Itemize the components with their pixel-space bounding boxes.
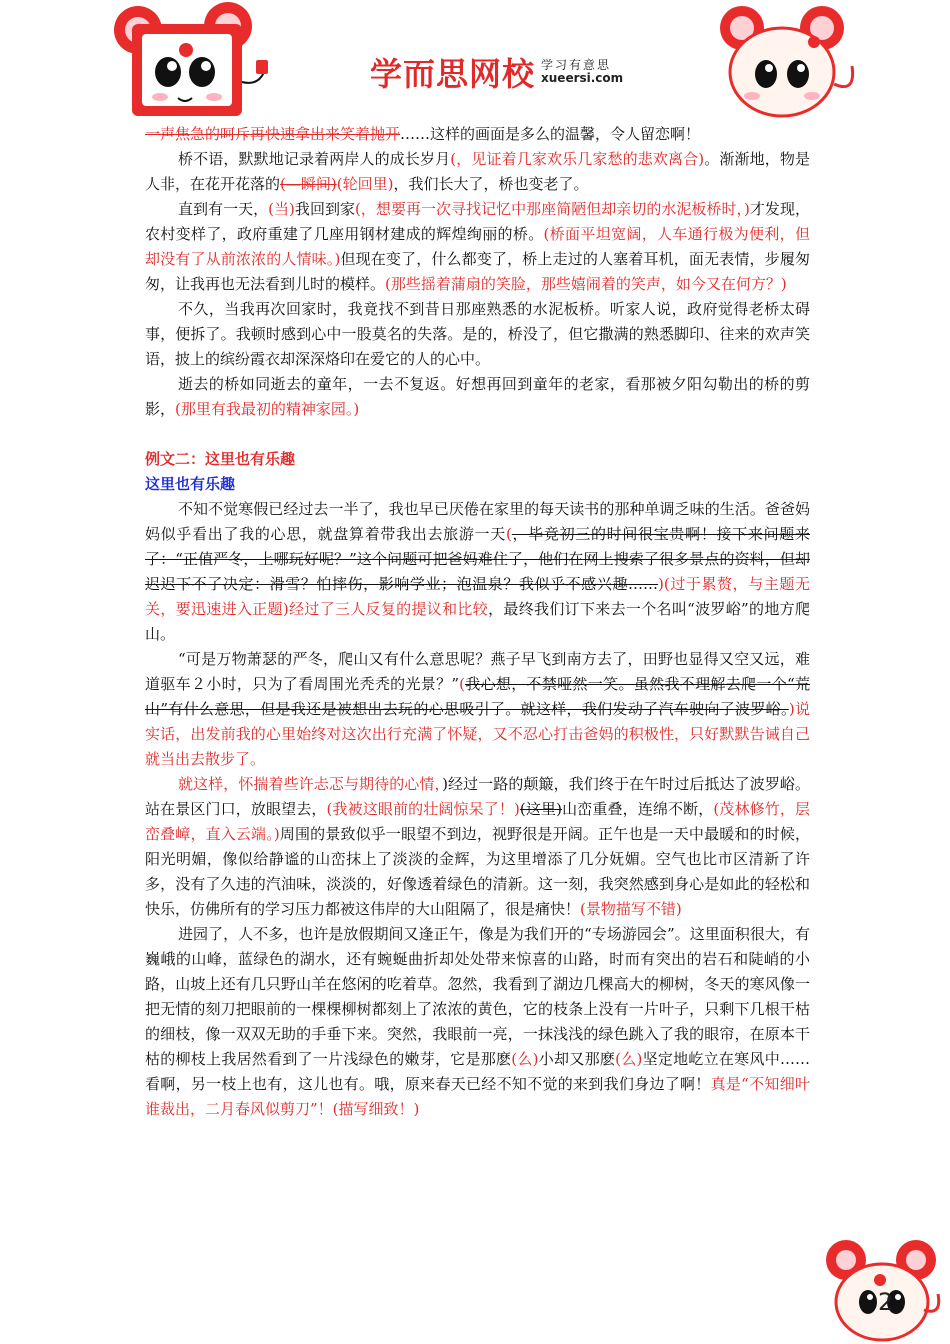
p9-fix-1: (么) bbox=[511, 1050, 539, 1068]
p8-deleted: (这里) bbox=[519, 800, 562, 818]
p8-e: 山峦重叠，连绵不断， bbox=[561, 800, 714, 818]
p7-deleted: 我心想，不禁哑然一笑。虽然我不理解去爬一个“荒山”有什么意思，但是我还是被想出去玩的心思吸引了。就这样，我们发动了汽车驶向了波罗峪。 bbox=[145, 675, 811, 718]
p3-insert-4: (那些摇着蒲扇的笑脸，那些嬉闹着的笑声，如今又在何方？) bbox=[385, 275, 787, 293]
p9-e: 坚定地屹立在寒风中……看啊，另一枝上也有，这儿也有。哦，原来春天已经不知不觉的来到我们身边了啊！ bbox=[145, 1050, 810, 1093]
p8-insert-3: (茂林修竹，层峦叠嶂，直入云端。) bbox=[145, 800, 810, 843]
p7-insert: )说实话，出发前我的心里始终对这次出行充满了怀疑，又不忍心打击爸妈的积极性，只好默默告诫自己就当出去散步了。 bbox=[145, 700, 810, 768]
mascot-round-icon bbox=[710, 2, 870, 122]
p8-b: )经过一路的颠簸，我们终于在午时过后抵达了波罗峪。站在景区门口，放眼望去， bbox=[145, 775, 810, 818]
p7-a: “可是万物萧瑟的严冬，爬山又有什么意思呢？燕子早飞到南方去了，田野也显得又空又远，难道驱车２小时，只为了看周围光秃秃的光景？” bbox=[145, 650, 810, 693]
p8-insert-1: 就这样，怀揣着些许忐忑与期待的心情， bbox=[178, 775, 443, 793]
p2-f: ，我们长大了，桥也变老了。 bbox=[393, 175, 589, 193]
paragraph-1 bbox=[145, 122, 810, 147]
p8-insert-2: (我被这眼前的壮阔惊呆了！) bbox=[326, 800, 520, 818]
paragraph-9 bbox=[145, 922, 810, 1122]
p8-comment: (景物描写不错) bbox=[580, 900, 682, 918]
p3-a: 直到有一天， bbox=[178, 200, 269, 218]
article-title: 这里也有乐趣 bbox=[145, 475, 236, 493]
site-logo bbox=[370, 50, 623, 94]
p2-c: 。渐渐地，物是人非，在花开花落的 bbox=[145, 150, 810, 193]
p3-insert-3: (桥面平坦宽阔，人车通行极为便利，但却没有了从前浓浓的人情味。) bbox=[145, 225, 810, 268]
p6-bracket: ( bbox=[505, 525, 512, 543]
p2-insert: (轮回里) bbox=[336, 175, 394, 193]
logo-slogan: 学习有意思 bbox=[541, 58, 612, 73]
p6-insert: 经过了三人反复的提议和比较 bbox=[288, 600, 489, 618]
p9-comment: 真是“不知细叶谁裁出，二月春风似剪刀”！(描写细致！) bbox=[145, 1075, 810, 1118]
page-number: 2 bbox=[878, 1288, 894, 1316]
p2-correction: (，见证着几家欢乐几家愁的悲欢离合) bbox=[450, 150, 705, 168]
paragraph-8 bbox=[145, 772, 810, 922]
logo-sub bbox=[541, 59, 623, 84]
p3-g: 但现在变了，什么都变了，桥上走过的人塞着耳机，面无表情，步履匆匆，让我再也无法看到儿时的模样。 bbox=[145, 250, 810, 293]
p6-a: 不知不觉寒假已经过去一半了，我也早已厌倦在家里的每天读书的那种单调乏味的生活。爸爸妈妈似乎看出了我的心思，就盘算着带我出去旅游一天 bbox=[145, 500, 810, 543]
p7-bracket: ( bbox=[459, 675, 465, 693]
paragraph-3 bbox=[145, 197, 810, 297]
p6-deleted: ，毕竟初三的时间很宝贵啊！接下来问题来了：“正值严冬，上哪玩好呢？”这个问题可把爸妈难住了，他们在网上搜索了很多景点的资料，但却迟迟下不了决定：滑雪？怕摔伤，影响学业；泡温泉？我似乎不感兴趣…… bbox=[145, 525, 810, 593]
p3-c: 我回到家 bbox=[294, 200, 356, 218]
p2-deleted: (—瞬间) bbox=[280, 175, 337, 193]
section-title: 例文二：这里也有乐趣 bbox=[145, 450, 296, 468]
paragraph-7 bbox=[145, 647, 810, 772]
p8-g: 周围的景致似乎一眼望不到边，视野很是开阔。正午也是一天中最暖和的时候，阳光明媚，像似给静谧的山峦抹上了淡淡的金辉，为这里增添了几分妩媚。空气也比市区清新了许多，没有了久违的汽油味，淡淡的，好像透着绿色的清新。这一刻，我突然感到身心是如此的轻松和快乐，仿佛所有的学习压力都被这伟岸的大山阻隔了，很是痛快！ bbox=[145, 825, 810, 918]
p9-a: 进园了，人不多，也许是放假期间又逢正午，像是为我们开的“专场游园会”。这里面积很大，有巍峨的山峰，蓝绿色的湖水，还有蜿蜒曲折却处处带来惊喜的山路，时而有突出的岩石和陡峭的小路，山坡上还有几只野山羊在悠闲的吃着草。忽然，我看到了湖边几棵高大的柳树，冬天的寒风像一把无情的刻刀把眼前的一棵棵柳树都刻上了浓浓的黄色，它的枝条上没有一片叶子，只剩下几根干枯的细枝，像一双双无助的手垂下来。突然，我眼前一亮，一抹浅浅的绿色跳入了我的眼帘，在原本干枯的柳枝上我居然看到了一片浅绿色的嫩芽，它是那麽 bbox=[145, 925, 810, 1068]
paragraph-2 bbox=[145, 147, 810, 197]
p9-fix-2: (么) bbox=[615, 1050, 643, 1068]
p2-a: 桥不语，默默地记录着两岸人的成长岁月 bbox=[178, 150, 451, 168]
p3-e: 才发现，农村变样了，政府重建了几座用钢材建成的辉煌绚丽的桥。 bbox=[145, 200, 810, 243]
p1-text: ……这样的画面是多么的温馨，令人留恋啊！ bbox=[400, 125, 701, 143]
p6-comment: )(过于累赘，与主题无关，要迅速进入正题) bbox=[145, 575, 810, 618]
p1-struck: 一声焦急的呵斥再快速拿出来笑着抛开 bbox=[145, 125, 401, 143]
paragraph-5 bbox=[145, 372, 810, 422]
p3-insert-2: (，想要再一次寻找记忆中那座简陋但却亲切的水泥板桥时，) bbox=[355, 200, 750, 218]
p6-f: ，最终我们订下来去一个名叫“波罗峪”的地方爬山。 bbox=[145, 600, 810, 643]
p3-insert-1: (当) bbox=[268, 200, 295, 218]
p5-a: 逝去的桥如同逝去的童年，一去不复返。好想再回到童年的老家，看那被夕阳勾勒出的桥的剪影， bbox=[145, 375, 810, 418]
mascot-square-icon bbox=[110, 2, 280, 122]
article-body bbox=[145, 122, 810, 1122]
paragraph-6 bbox=[145, 497, 810, 647]
p9-c: 小却又那麽 bbox=[538, 1050, 616, 1068]
p5-insert: (那里有我最初的精神家园。) bbox=[175, 400, 360, 418]
logo-main-text: 学而思网校 bbox=[370, 55, 536, 93]
logo-domain: xueersi.com bbox=[541, 71, 624, 85]
paragraph-4: 不久，当我再次回家时，我竟找不到昔日那座熟悉的水泥板桥。听家人说，政府觉得老桥太碍事，便拆了。我顿时感到心中一股莫名的失落。是的，桥没了，但它撒满的熟悉脚印、往来的欢声笑语，披上的缤纷霞衣却深深烙印在爱它的人的心中。 bbox=[145, 300, 810, 368]
